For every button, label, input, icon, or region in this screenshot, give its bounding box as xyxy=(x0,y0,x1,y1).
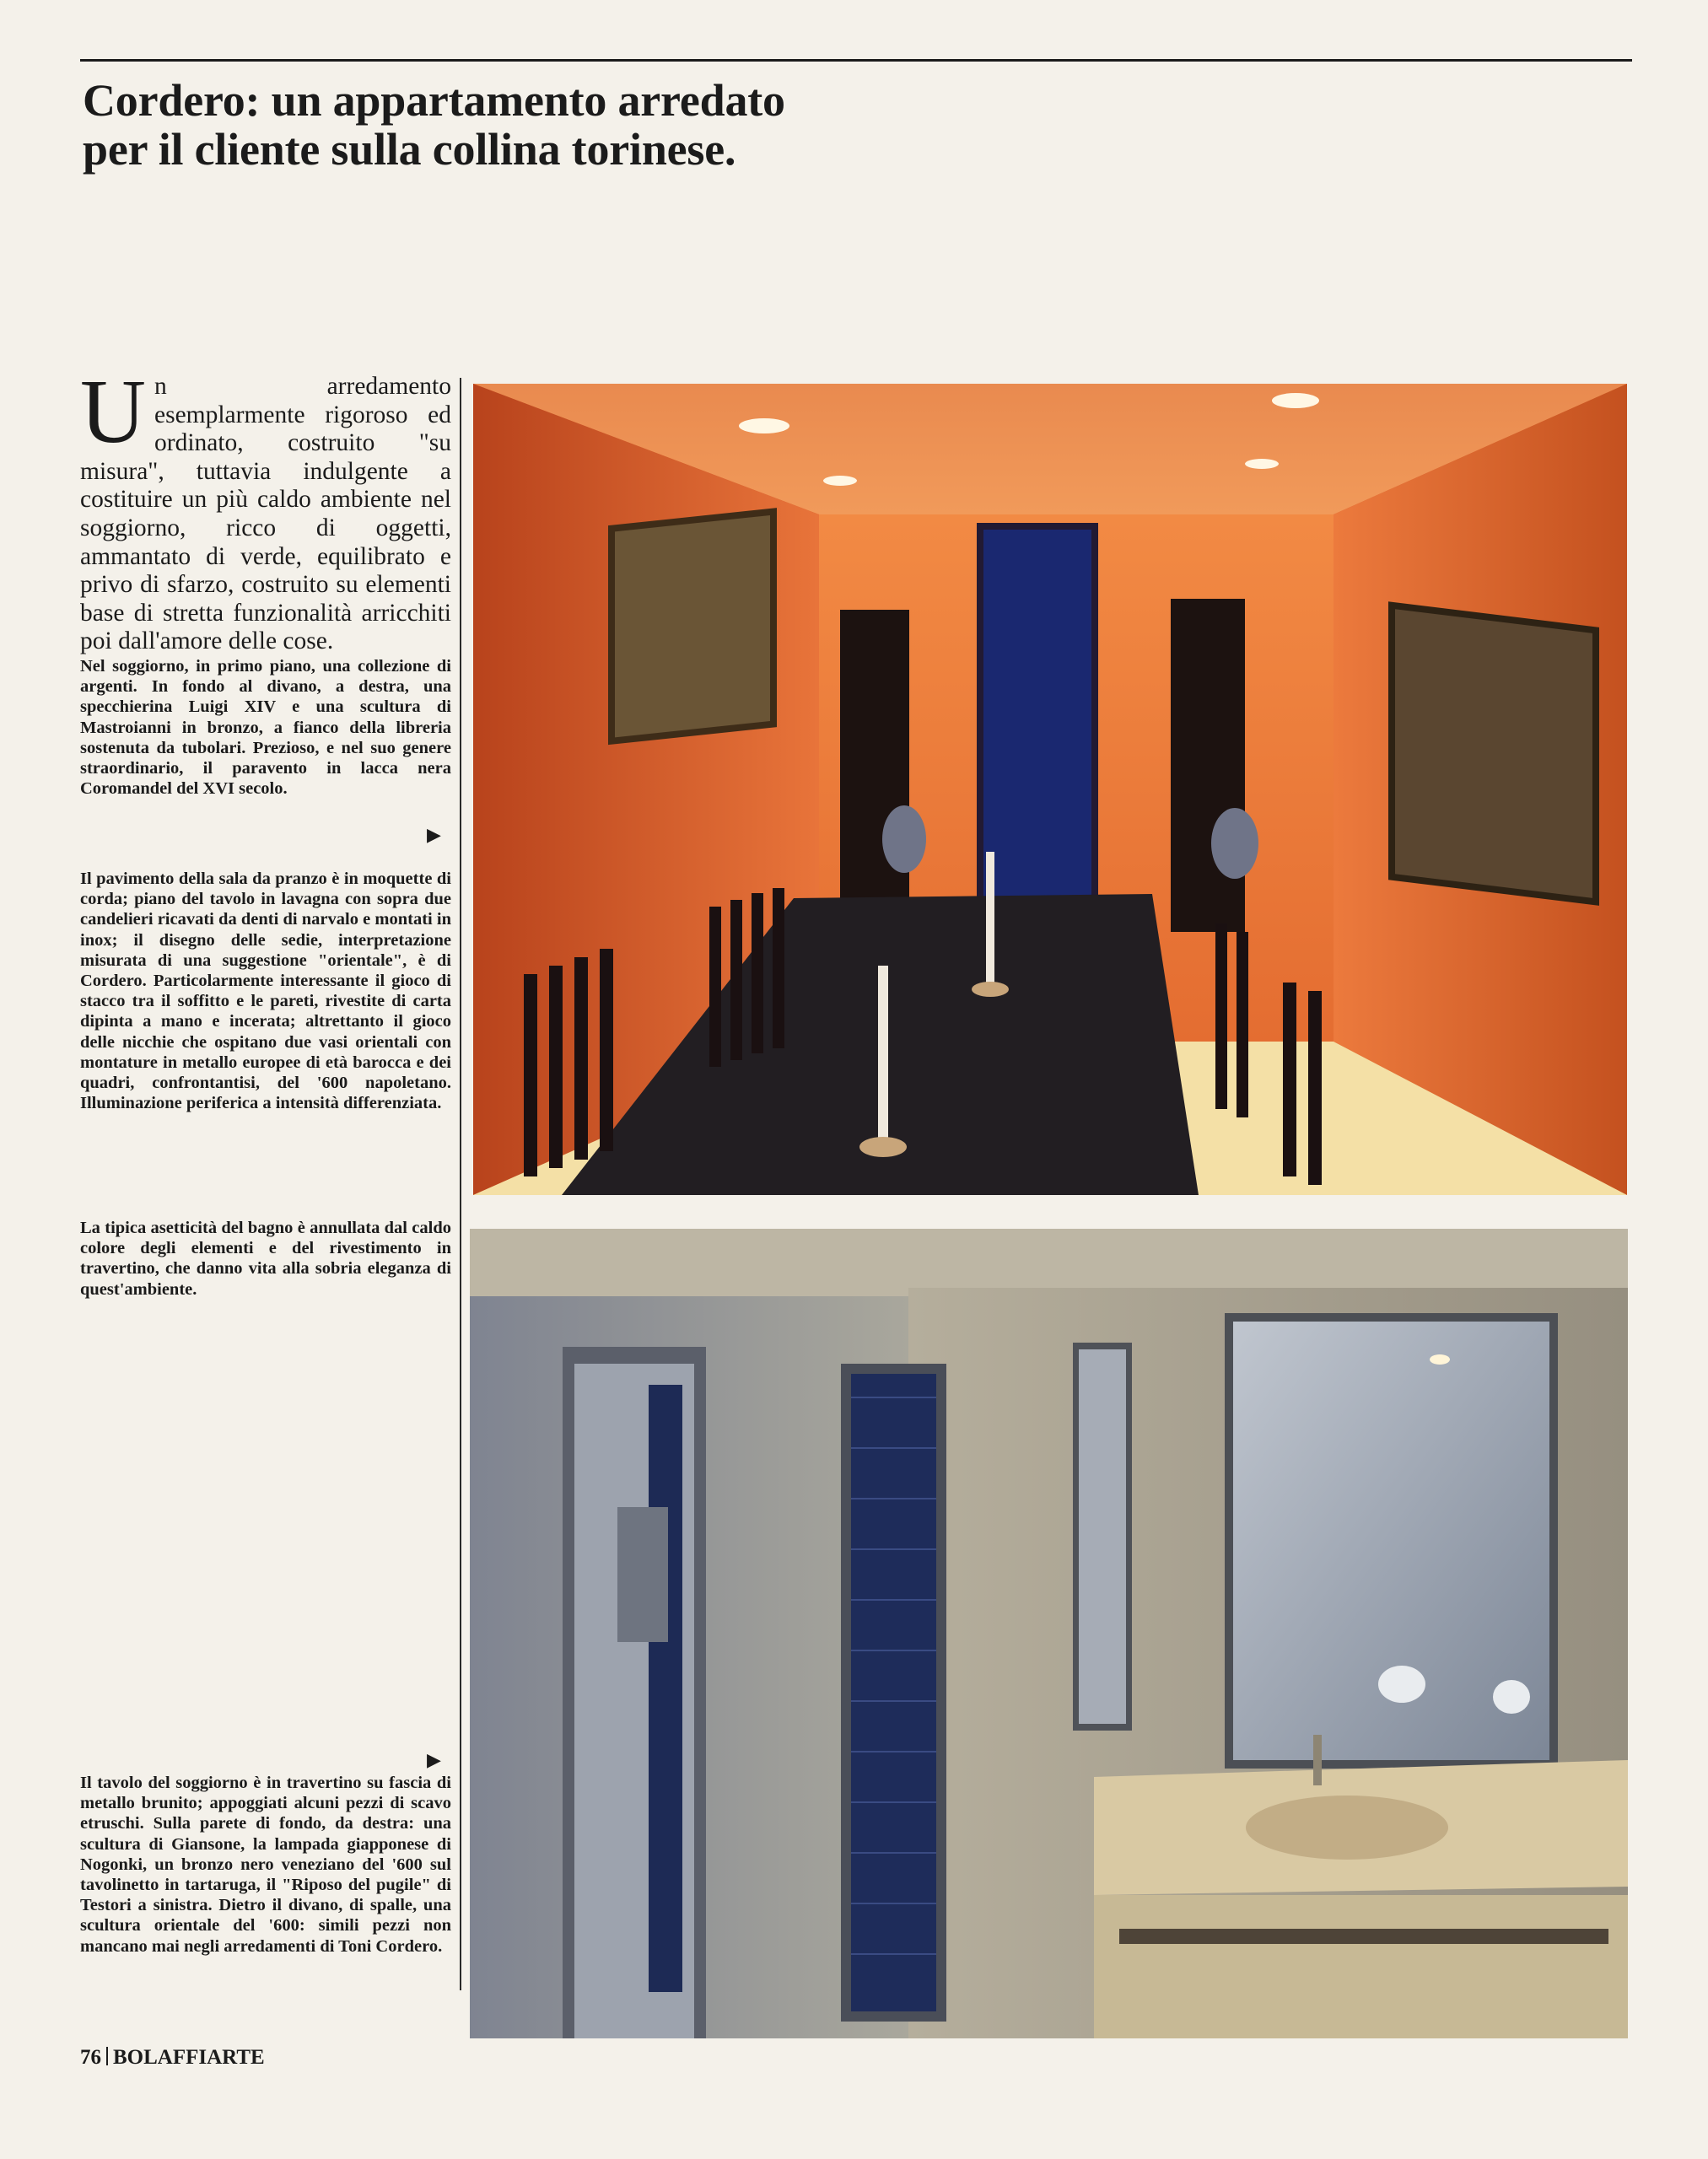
page-number: 76 xyxy=(80,2046,101,2069)
dining-room-photo xyxy=(473,384,1627,1195)
article-title xyxy=(83,76,1179,174)
arrow-right-icon: ▶ xyxy=(427,824,441,845)
caption-dining-room: Il pavimento della sala da pranzo è in moquette di corda; piano del tavolo in lavagna con sopra due candelieri ricavati da denti di narvalo e montati in inox; il disegno delle sedie, interpretazione misurata di una suggestione "orientale", è di Cordero. Particolarmente interessante il gioco di stacco tra il soffitto e le pareti, rivestite di carta dipinta a mano e incerata; altrettanto il gioco delle nicchie che ospitano due vasi orientali con montature in metallo europee di età barocca e dei quadri, confrontantisi, del '600 napoletano. Illuminazione periferica a intensità differenziata. xyxy=(80,870,451,1113)
magazine-name: BOLAFFIARTE xyxy=(113,2046,265,2069)
footer-divider xyxy=(106,2047,108,2065)
bathroom-photo xyxy=(470,1229,1628,2038)
title-line-1: Cordero: un appartamento arredato xyxy=(83,75,785,126)
drop-cap: U xyxy=(80,362,146,462)
lead-text: n arredamento esemplarmente rigoroso ed ordinato, costruito "su misura", tuttavia indulgente a costituire un più caldo ambiente nel soggiorno, ricco di oggetti, ammantato di verde, equilibrato e privo di sfarzo, costruito su elementi base di stretta funzionalità arricchiti poi dall'amore delle cose. xyxy=(80,373,451,655)
lead-paragraph xyxy=(80,362,451,656)
arrow-right-icon: ▶ xyxy=(427,1749,441,1770)
top-rule xyxy=(80,59,1632,62)
caption-bathroom: La tipica asetticità del bagno è annullata dal caldo colore degli elementi e del rivestimento in travertino, che danno vita alla sobria eleganza di quest'ambiente. xyxy=(80,1219,451,1299)
caption-living-room: Nel soggiorno, in primo piano, una collezione di argenti. In fondo al divano, a destra, una specchierina Luigi XIV e una scultura di Mastroianni in bronzo, a fianco della libreria sostenuta da tubolari. Prezioso, e nel suo genere straordinario, il paravento in lacca nera Coromandel del XVI secolo. xyxy=(80,657,451,799)
page-footer xyxy=(80,2046,265,2070)
title-line-2: per il cliente sulla collina torinese. xyxy=(83,124,736,175)
column-rule xyxy=(460,378,461,1990)
caption-living-table: Il tavolo del soggiorno è in travertino su fascia di metallo brunito; appoggiati alcuni pezzi di scavo etruschi. Sulla parete di fondo, da destra: una scultura di Giansone, la lampada giapponese di Nogonki, un bronzo nero veneziano del '600 sul tavolinetto in tartaruga, il "Riposo del pugile" di Testori a sinistra. Dietro il divano, di spalle, una scultura orientale del '600: simili pezzi non mancano mai negli arredamenti di Toni Cordero. xyxy=(80,1774,451,1956)
